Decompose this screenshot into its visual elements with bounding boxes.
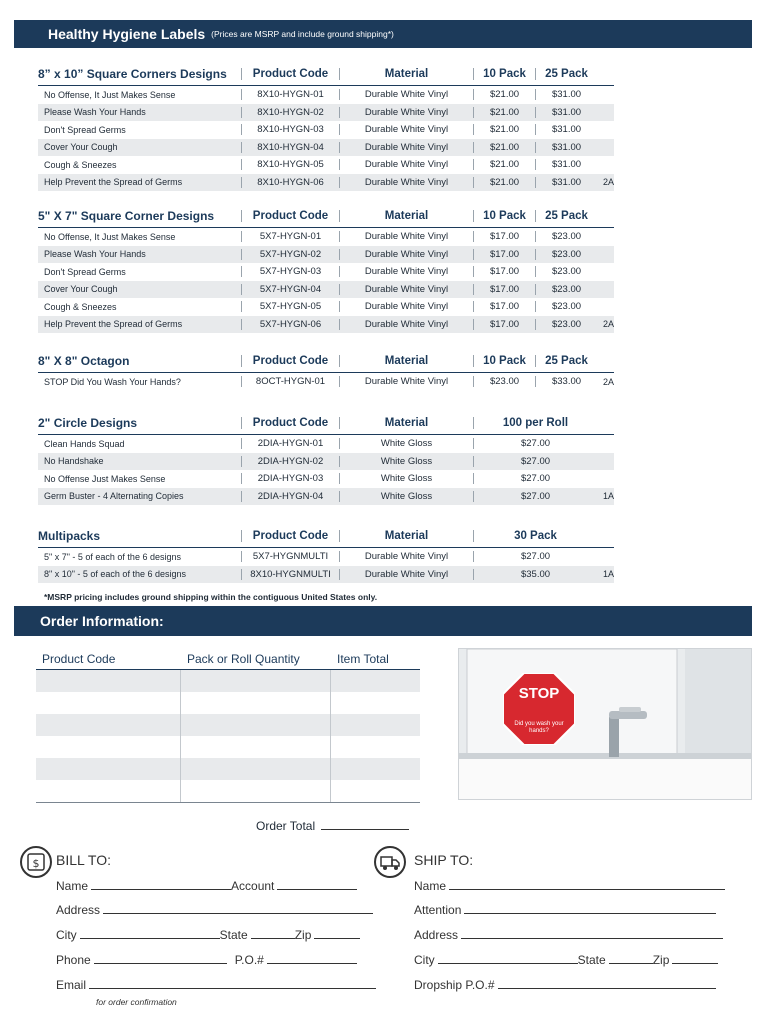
product-code: 5X7-HYGN-02 <box>241 249 339 260</box>
product-name: Cover Your Cough <box>44 284 118 295</box>
ship-city-field[interactable] <box>438 952 578 964</box>
stop-sublabel: Did you wash your hands? <box>514 721 564 734</box>
section-rows <box>38 86 614 191</box>
section-header <box>38 349 614 373</box>
bill-name-label: Name <box>56 879 89 893</box>
section-octagon <box>38 349 614 391</box>
table-row <box>38 435 614 453</box>
product-name: No Offense, It Just Makes Sense <box>44 89 176 100</box>
product-code: 5X7-HYGN-01 <box>241 231 339 242</box>
ship-name-field[interactable] <box>449 878 725 890</box>
price-10-pack: $23.00 <box>473 376 535 387</box>
product-code: 5X7-HYGN-05 <box>241 301 339 312</box>
product-code: 5X7-HYGNMULTI <box>241 551 339 562</box>
product-code: 8X10-HYGN-01 <box>241 89 339 100</box>
order-quantity-cell[interactable] <box>181 714 331 736</box>
order-total-field[interactable] <box>321 818 409 830</box>
bill-state-label: State <box>219 928 248 942</box>
order-banner-title: Order Information: <box>40 613 164 629</box>
bill-city-label: City <box>56 928 77 942</box>
product-material: Durable White Vinyl <box>339 266 473 277</box>
bill-city-field[interactable] <box>80 927 220 939</box>
order-quantity-cell[interactable] <box>181 692 331 714</box>
product-code: 5X7-HYGN-04 <box>241 284 339 295</box>
table-row <box>38 156 614 174</box>
order-rows <box>36 670 420 802</box>
order-item-total-cell[interactable] <box>331 758 420 780</box>
order-quantity-cell[interactable] <box>181 670 331 692</box>
bill-to-title: BILL TO: <box>56 852 111 868</box>
product-name: Help Prevent the Spread of Germs <box>44 319 183 330</box>
table-row <box>38 281 614 299</box>
table-row <box>38 316 614 334</box>
order-table <box>36 648 420 803</box>
section-header <box>38 524 614 548</box>
ship-address-label: Address <box>414 928 459 942</box>
col-25-pack: 25 Pack <box>535 210 597 222</box>
product-photo <box>458 648 752 800</box>
product-name: Don't Spread Germs <box>44 124 126 135</box>
col-product-code: Product Code <box>241 530 339 542</box>
order-row <box>36 780 420 802</box>
section-header <box>38 62 614 86</box>
col-quantity: Pack or Roll Quantity <box>187 652 300 666</box>
price-10-pack: $21.00 <box>473 89 535 100</box>
order-product-code-cell[interactable] <box>36 692 181 714</box>
page-subtitle: (Prices are MSRP and include ground shipping*) <box>211 29 394 39</box>
product-code: 2DIA-HYGN-01 <box>241 438 339 449</box>
table-row <box>38 470 614 488</box>
product-name: 5" x 7" - 5 of each of the 6 designs <box>44 551 181 562</box>
price-10-pack: $17.00 <box>473 301 535 312</box>
price: $27.00 <box>473 551 597 562</box>
product-code: 8X10-HYGN-03 <box>241 124 339 135</box>
bill-state-field[interactable] <box>251 927 295 939</box>
bill-zip-label: Zip <box>294 928 312 942</box>
col-25-pack: 25 Pack <box>535 355 597 367</box>
product-material: Durable White Vinyl <box>339 159 473 170</box>
order-item-total-cell[interactable] <box>331 692 420 714</box>
col-10-pack: 10 Pack <box>473 210 535 222</box>
price-10-pack: $17.00 <box>473 284 535 295</box>
price-25-pack: $23.00 <box>535 284 597 295</box>
order-banner <box>14 606 752 636</box>
product-name: STOP Did You Wash Your Hands? <box>44 376 181 387</box>
product-code: 5X7-HYGN-06 <box>241 319 339 330</box>
order-quantity-cell[interactable] <box>181 736 331 758</box>
product-name: Cough & Sneezes <box>44 301 117 312</box>
table-row <box>38 139 614 157</box>
bill-phone-label: Phone <box>56 953 91 967</box>
order-total <box>256 818 409 833</box>
table-row <box>38 263 614 281</box>
price: $27.00 <box>473 473 597 484</box>
price-25-pack: $31.00 <box>535 107 597 118</box>
section-title: Multipacks <box>38 528 101 543</box>
order-row <box>36 692 420 714</box>
product-material: White Gloss <box>339 438 473 449</box>
table-row <box>38 121 614 139</box>
product-code: 2DIA-HYGN-03 <box>241 473 339 484</box>
table-row <box>38 548 614 566</box>
product-name: 8" x 10" - 5 of each of the 6 designs <box>44 569 186 580</box>
ship-zip-label: Zip <box>652 953 670 967</box>
product-material: White Gloss <box>339 473 473 484</box>
product-material: Durable White Vinyl <box>339 89 473 100</box>
bill-name-field[interactable] <box>91 878 231 890</box>
ship-state-field[interactable] <box>609 952 653 964</box>
stop-label: STOP <box>518 685 560 702</box>
product-code: 8X10-HYGNMULTI <box>241 569 339 580</box>
size-tag: 2A <box>603 376 615 387</box>
col-10-pack: 10 Pack <box>473 355 535 367</box>
price-25-pack: $31.00 <box>535 177 597 188</box>
product-name: Cover Your Cough <box>44 142 118 153</box>
product-code: 2DIA-HYGN-02 <box>241 456 339 467</box>
section-rows <box>38 373 614 391</box>
price-10-pack: $21.00 <box>473 107 535 118</box>
price-25-pack: $23.00 <box>535 266 597 277</box>
order-product-code-cell[interactable] <box>36 758 181 780</box>
bill-po-field[interactable] <box>267 952 357 964</box>
ship-to-title: SHIP TO: <box>414 852 474 868</box>
product-material: Durable White Vinyl <box>339 231 473 242</box>
section-title: 2" Circle Designs <box>38 415 138 430</box>
size-tag: 2A <box>603 177 615 188</box>
product-material: Durable White Vinyl <box>339 284 473 295</box>
ship-attention-field[interactable] <box>464 902 716 914</box>
order-row <box>36 736 420 758</box>
order-table-header <box>36 648 420 670</box>
table-row <box>38 228 614 246</box>
section-8x10 <box>38 62 614 191</box>
product-name: Please Wash Your Hands <box>44 107 146 118</box>
col-item-total: Item Total <box>337 652 389 666</box>
product-code: 8X10-HYGN-06 <box>241 177 339 188</box>
order-product-code-cell[interactable] <box>36 736 181 758</box>
order-item-total-cell[interactable] <box>331 736 420 758</box>
product-material: Durable White Vinyl <box>339 177 473 188</box>
col-material: Material <box>339 530 473 542</box>
section-multipacks <box>38 524 614 583</box>
ship-attention-label: Attention <box>414 903 462 917</box>
order-table-bottom-rule <box>36 802 420 803</box>
product-material: Durable White Vinyl <box>339 319 473 330</box>
table-row <box>38 453 614 471</box>
section-5x7 <box>38 204 614 333</box>
ship-name-label: Name <box>414 879 447 893</box>
order-row <box>36 758 420 780</box>
product-name: Cough & Sneezes <box>44 159 117 170</box>
price-10-pack: $21.00 <box>473 159 535 170</box>
price-25-pack: $31.00 <box>535 159 597 170</box>
col-material: Material <box>339 68 473 80</box>
col-material: Material <box>339 210 473 222</box>
product-code: 8X10-HYGN-02 <box>241 107 339 118</box>
col-product-code: Product Code <box>241 210 339 222</box>
col-product-code: Product Code <box>42 652 116 666</box>
bill-address-field[interactable] <box>103 902 373 914</box>
title-banner <box>14 20 752 48</box>
price: $27.00 <box>473 491 597 502</box>
price-10-pack: $21.00 <box>473 142 535 153</box>
price-10-pack: $17.00 <box>473 249 535 260</box>
col-product-code: Product Code <box>241 68 339 80</box>
price-10-pack: $21.00 <box>473 177 535 188</box>
product-material: Durable White Vinyl <box>339 124 473 135</box>
price-10-pack: $21.00 <box>473 124 535 135</box>
size-tag: 1A <box>603 491 615 502</box>
price-25-pack: $33.00 <box>535 376 597 387</box>
ship-address-field[interactable] <box>461 927 723 939</box>
price-10-pack: $17.00 <box>473 266 535 277</box>
product-material: Durable White Vinyl <box>339 376 473 387</box>
table-row <box>38 373 614 391</box>
order-row <box>36 714 420 736</box>
price-25-pack: $23.00 <box>535 231 597 242</box>
table-row <box>38 104 614 122</box>
bill-address-label: Address <box>56 903 101 917</box>
price-25-pack: $31.00 <box>535 142 597 153</box>
product-name: Help Prevent the Spread of Germs <box>44 177 183 188</box>
product-material: Durable White Vinyl <box>339 301 473 312</box>
price-25-pack: $31.00 <box>535 89 597 100</box>
svg-text:$: $ <box>32 857 40 870</box>
price: $27.00 <box>473 456 597 467</box>
truck-icon <box>374 846 406 878</box>
order-quantity-cell[interactable] <box>181 780 331 802</box>
price-25-pack: $23.00 <box>535 249 597 260</box>
col-product-code: Product Code <box>241 417 339 429</box>
section-title: 8" X 8" Octagon <box>38 353 130 368</box>
table-row <box>38 246 614 264</box>
section-rows <box>38 548 614 583</box>
footnote: *MSRP pricing includes ground shipping within the contiguous United States only. <box>44 592 378 602</box>
product-code: 8OCT-HYGN-01 <box>241 376 339 387</box>
bill-to-form <box>20 840 390 1020</box>
product-material: Durable White Vinyl <box>339 142 473 153</box>
money-envelope-icon <box>20 846 52 878</box>
size-tag: 1A <box>603 569 615 580</box>
bill-phone-field[interactable] <box>94 952 227 964</box>
order-total-label: Order Total <box>256 819 316 833</box>
table-row <box>38 86 614 104</box>
order-product-code-cell[interactable] <box>36 780 181 802</box>
price-10-pack: $17.00 <box>473 231 535 242</box>
bill-email-field[interactable] <box>89 977 376 989</box>
order-item-total-cell[interactable] <box>331 780 420 802</box>
product-material: Durable White Vinyl <box>339 249 473 260</box>
product-material: Durable White Vinyl <box>339 551 473 562</box>
col-25-pack: 25 Pack <box>535 68 597 80</box>
price-10-pack: $17.00 <box>473 319 535 330</box>
section-rows <box>38 228 614 333</box>
table-row <box>38 566 614 584</box>
product-code: 8X10-HYGN-05 <box>241 159 339 170</box>
bill-account-field[interactable] <box>277 878 357 890</box>
section-title: 8” x 10” Square Corners Designs <box>38 66 227 81</box>
table-row <box>38 488 614 506</box>
product-material: Durable White Vinyl <box>339 107 473 118</box>
size-tag: 2A <box>603 319 615 330</box>
ship-zip-field[interactable] <box>672 952 718 964</box>
price-25-pack: $23.00 <box>535 301 597 312</box>
table-row <box>38 174 614 192</box>
order-row <box>36 670 420 692</box>
table-row <box>38 298 614 316</box>
section-header <box>38 204 614 228</box>
price: $35.00 <box>473 569 597 580</box>
bill-email-label: Email <box>56 978 87 992</box>
order-product-code-cell[interactable] <box>36 670 181 692</box>
product-material: White Gloss <box>339 491 473 502</box>
bill-account-label: Account <box>231 879 275 893</box>
price-25-pack: $23.00 <box>535 319 597 330</box>
page-title: Healthy Hygiene Labels <box>48 26 206 42</box>
ship-dropship-field[interactable] <box>498 977 716 989</box>
col-material: Material <box>339 417 473 429</box>
order-item-total-cell[interactable] <box>331 714 420 736</box>
product-code: 5X7-HYGN-03 <box>241 266 339 277</box>
ship-state-label: State <box>577 953 606 967</box>
product-material: White Gloss <box>339 456 473 467</box>
col-per-roll: 100 per Roll <box>473 417 597 429</box>
section-circle <box>38 411 614 505</box>
col-30-pack: 30 Pack <box>473 530 597 542</box>
ship-to-form <box>374 840 754 1020</box>
section-rows <box>38 435 614 505</box>
section-title: 5" X 7" Square Corner Designs <box>38 208 215 223</box>
product-code: 2DIA-HYGN-04 <box>241 491 339 502</box>
order-item-total-cell[interactable] <box>331 670 420 692</box>
section-header <box>38 411 614 435</box>
product-name: No Handshake <box>44 456 104 467</box>
product-name: Don't Spread Germs <box>44 266 126 277</box>
email-note: for order confirmation <box>96 997 177 1007</box>
price-25-pack: $31.00 <box>535 124 597 135</box>
product-name: Please Wash Your Hands <box>44 249 146 260</box>
bill-po-label: P.O.# <box>234 953 264 967</box>
bill-zip-field[interactable] <box>314 927 360 939</box>
order-quantity-cell[interactable] <box>181 758 331 780</box>
price: $27.00 <box>473 438 597 449</box>
product-name: No Offense Just Makes Sense <box>44 473 166 484</box>
product-code: 8X10-HYGN-04 <box>241 142 339 153</box>
product-name: Clean Hands Squad <box>44 438 125 449</box>
product-name: No Offense, It Just Makes Sense <box>44 231 176 242</box>
ship-city-label: City <box>414 953 435 967</box>
order-product-code-cell[interactable] <box>36 714 181 736</box>
col-10-pack: 10 Pack <box>473 68 535 80</box>
product-name: Germ Buster - 4 Alternating Copies <box>44 491 184 502</box>
col-product-code: Product Code <box>241 355 339 367</box>
product-material: Durable White Vinyl <box>339 569 473 580</box>
col-material: Material <box>339 355 473 367</box>
ship-dropship-label: Dropship P.O.# <box>414 978 495 992</box>
